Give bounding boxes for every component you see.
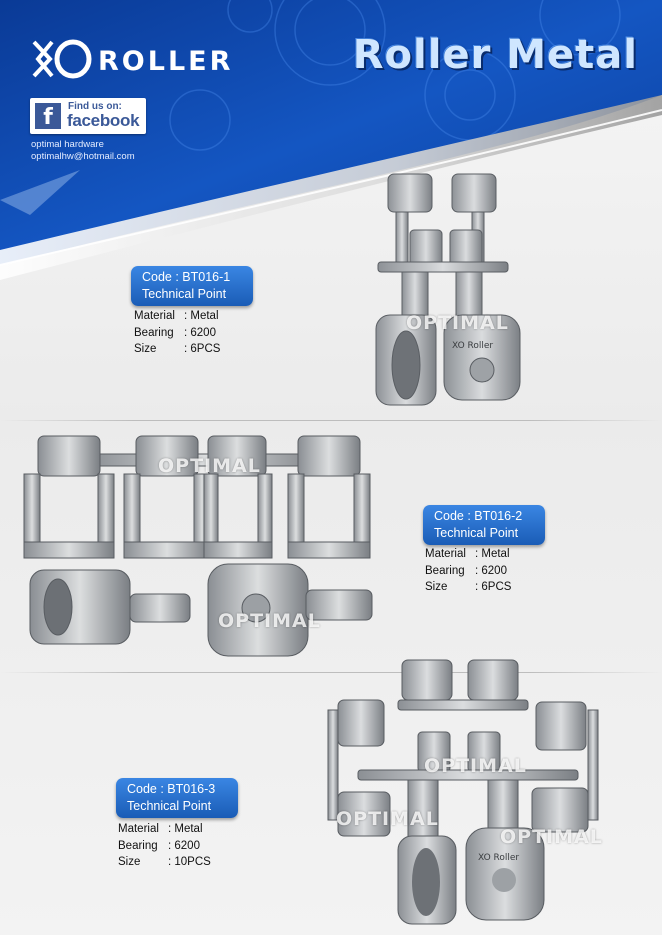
product-2-specs	[425, 546, 511, 596]
spec-label: Bearing	[118, 839, 158, 852]
spec-label: Bearing	[425, 564, 465, 577]
section-divider	[0, 420, 662, 421]
spec-label: Material	[425, 548, 466, 560]
watermark-text: OPTIMAL	[406, 312, 509, 334]
watermark-text: OPTIMAL	[424, 755, 527, 777]
spec-value: : 10PCS	[168, 856, 211, 868]
product-1-photo	[360, 170, 530, 410]
watermark-text: OPTIMAL	[336, 808, 439, 830]
contact-email[interactable]: optimalhw@hotmail.com	[31, 151, 135, 162]
spec-label: Size	[118, 856, 141, 868]
xo-logo-mark	[30, 38, 94, 80]
product-2-subtitle: Technical Point	[434, 526, 519, 540]
spec-label: Material	[134, 310, 175, 322]
spec-label: Bearing	[134, 326, 174, 339]
watermark-text: OPTIMAL	[218, 610, 321, 632]
facebook-find-us: Find us on:	[68, 101, 122, 112]
product-1-subtitle: Technical Point	[142, 287, 227, 301]
spec-label: Material	[118, 823, 159, 835]
product-1-code-box	[131, 266, 253, 306]
spec-value: : 6PCS	[184, 343, 221, 355]
spec-value: : 6200	[184, 326, 216, 339]
product-3-code-box	[116, 778, 238, 818]
watermark-text: OPTIMAL	[500, 826, 603, 848]
spec-value: : 6200	[168, 839, 200, 852]
logo-wordmark: ROLLER	[98, 46, 234, 77]
product-3-specs	[118, 821, 211, 871]
product-1-specs	[134, 308, 220, 358]
product-3-code: Code : BT016-3	[127, 782, 216, 796]
page-title: Roller Metal	[352, 32, 638, 78]
spec-value: : Metal	[168, 823, 203, 835]
product-3-subtitle: Technical Point	[127, 799, 212, 813]
watermark-text: OPTIMAL	[158, 455, 261, 477]
spec-value: : 6200	[475, 564, 507, 577]
brand-logo	[30, 38, 250, 80]
contact-info	[31, 139, 135, 163]
header-banner	[0, 0, 662, 290]
product-3-photo	[318, 650, 618, 930]
spec-label: Size	[134, 343, 157, 355]
facebook-wordmark: facebook	[67, 111, 140, 130]
facebook-icon: f	[35, 103, 61, 129]
product-2-code-box	[423, 505, 545, 545]
roller-label: XO Roller	[478, 853, 520, 863]
spec-value: : 6PCS	[475, 581, 512, 593]
product-1-code: Code : BT016-1	[142, 270, 231, 284]
spec-value: : Metal	[475, 548, 510, 560]
company-name: optimal hardware	[31, 139, 104, 150]
product-2-code: Code : BT016-2	[434, 509, 523, 523]
spec-value: : Metal	[184, 310, 219, 322]
facebook-badge[interactable]	[30, 98, 146, 134]
spec-label: Size	[425, 581, 448, 593]
roller-label: XO Roller	[452, 341, 494, 351]
